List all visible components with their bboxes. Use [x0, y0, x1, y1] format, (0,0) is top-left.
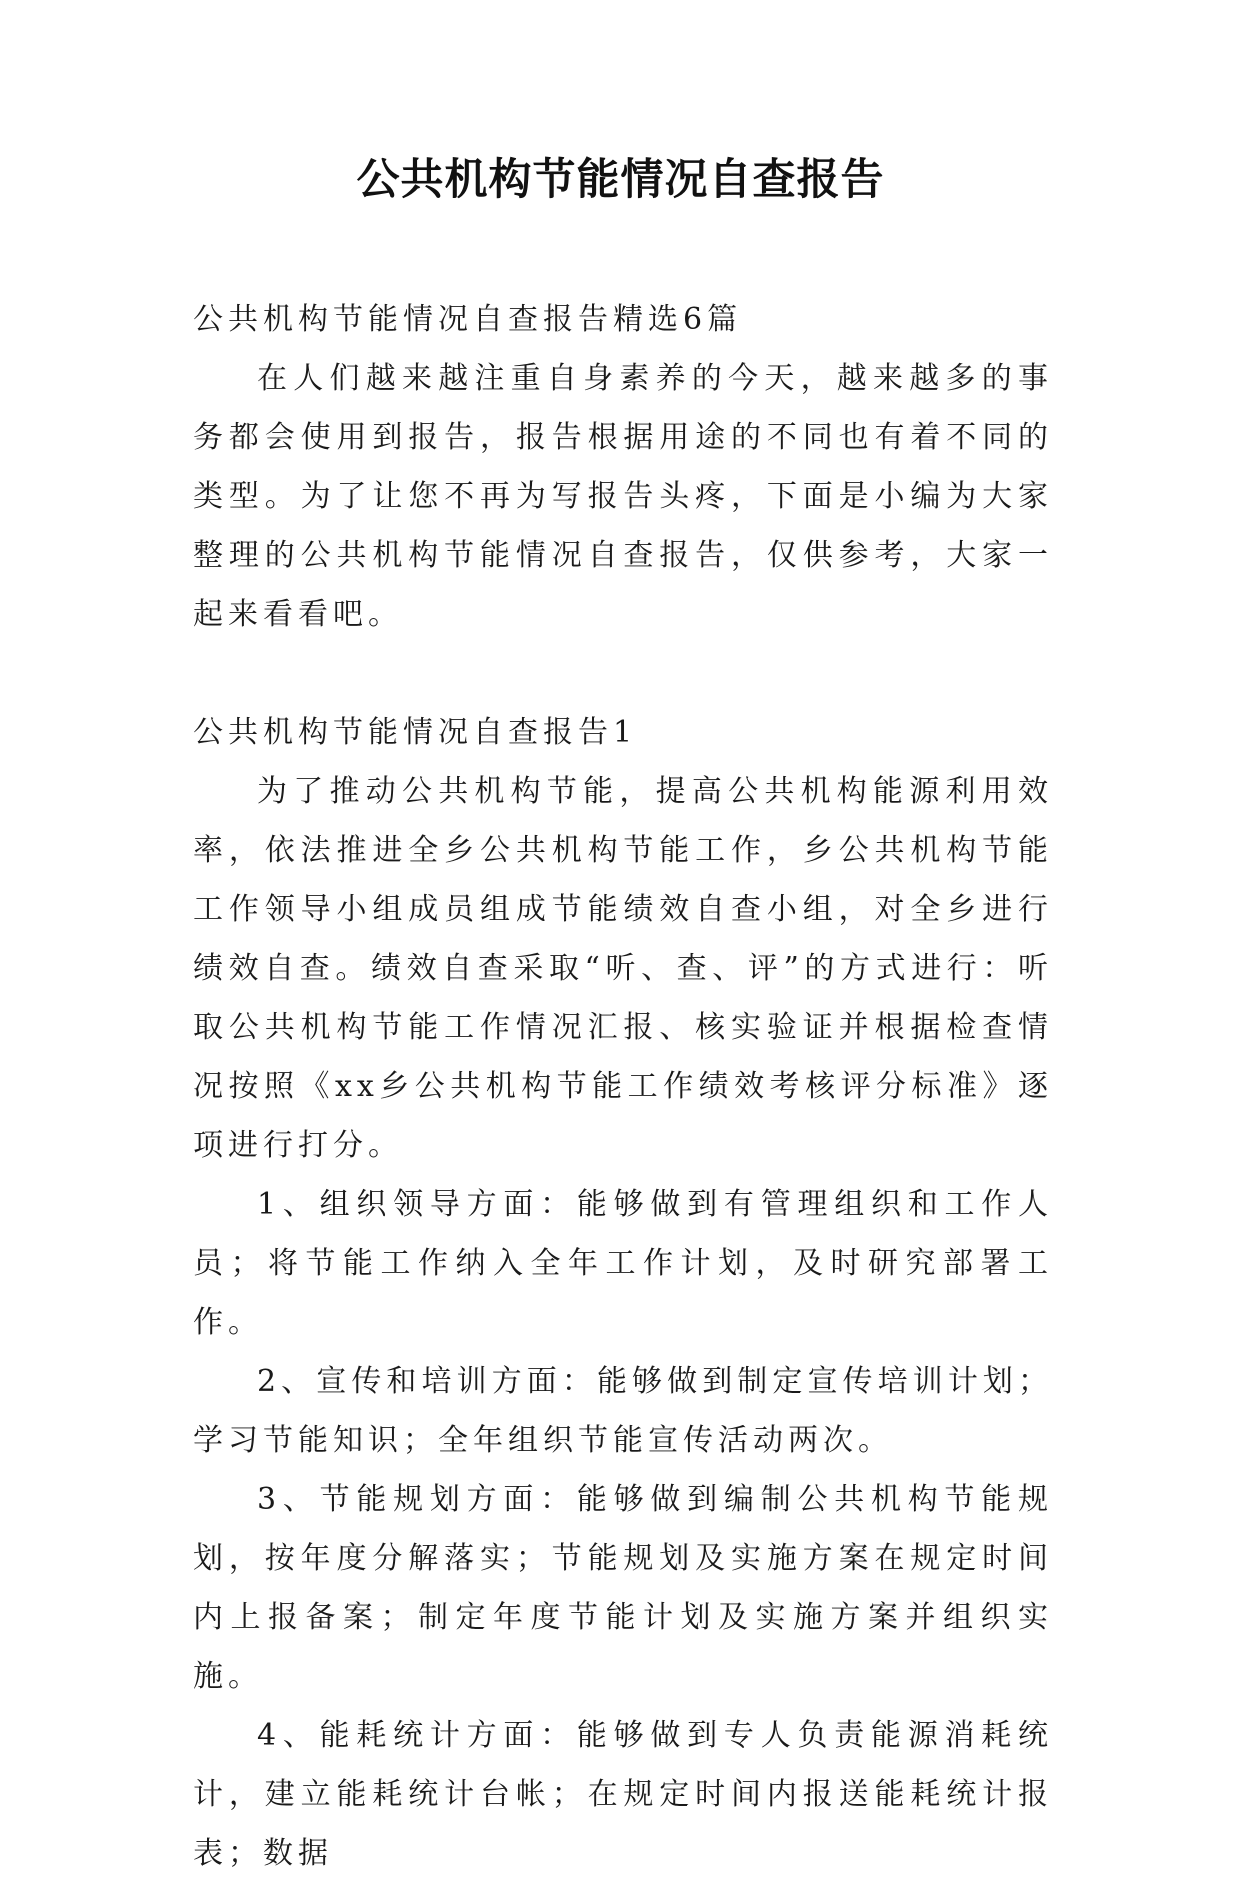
list-item-1: 1、组织领导方面：能够做到有管理组织和工作人员；将节能工作纳入全年工作计划，及时研究部署工作。: [193, 1187, 1053, 1340]
section-paragraph: 为了推动公共机构节能，提高公共机构能源利用效率，依法推进全乡公共机构节能工作，乡公共机构节能工作领导小组成员组成节能绩效自查小组，对全乡进行绩效自查。绩效自查采取“听、查、评”的方式进行：听取公共机构节能工作情况汇报、核实验证并根据检查情况按照《xx乡公共机构节能工作绩效考核评分标准》逐项进行打分。: [193, 774, 1053, 1163]
paragraph-spacer: [193, 644, 1053, 703]
list-item-4: 4、能耗统计方面：能够做到专人负责能源消耗统计，建立能耗统计台帐；在规定时间内报送能耗统计报表；数据: [193, 1718, 1053, 1871]
intro-paragraph: 在人们越来越注重自身素养的今天，越来越多的事务都会使用到报告，报告根据用途的不同也有着不同的类型。为了让您不再为写报告头疼，下面是小编为大家整理的公共机构节能情况自查报告，仅供参考，大家一起来看看吧。: [193, 361, 1053, 632]
section-heading: 公共机构节能情况自查报告1: [193, 715, 638, 750]
document-subtitle: 公共机构节能情况自查报告精选6篇: [193, 302, 743, 337]
list-item-2: 2、宣传和培训方面：能够做到制定宣传培训计划；学习节能知识；全年组织节能宣传活动两次。: [193, 1364, 1053, 1458]
document-body: [193, 290, 1053, 1883]
document-title: 公共机构节能情况自查报告: [356, 155, 885, 205]
list-item-3: 3、节能规划方面：能够做到编制公共机构节能规划，按年度分解落实；节能规划及实施方案在规定时间内上报备案；制定年度节能计划及实施方案并组织实施。: [193, 1482, 1053, 1694]
